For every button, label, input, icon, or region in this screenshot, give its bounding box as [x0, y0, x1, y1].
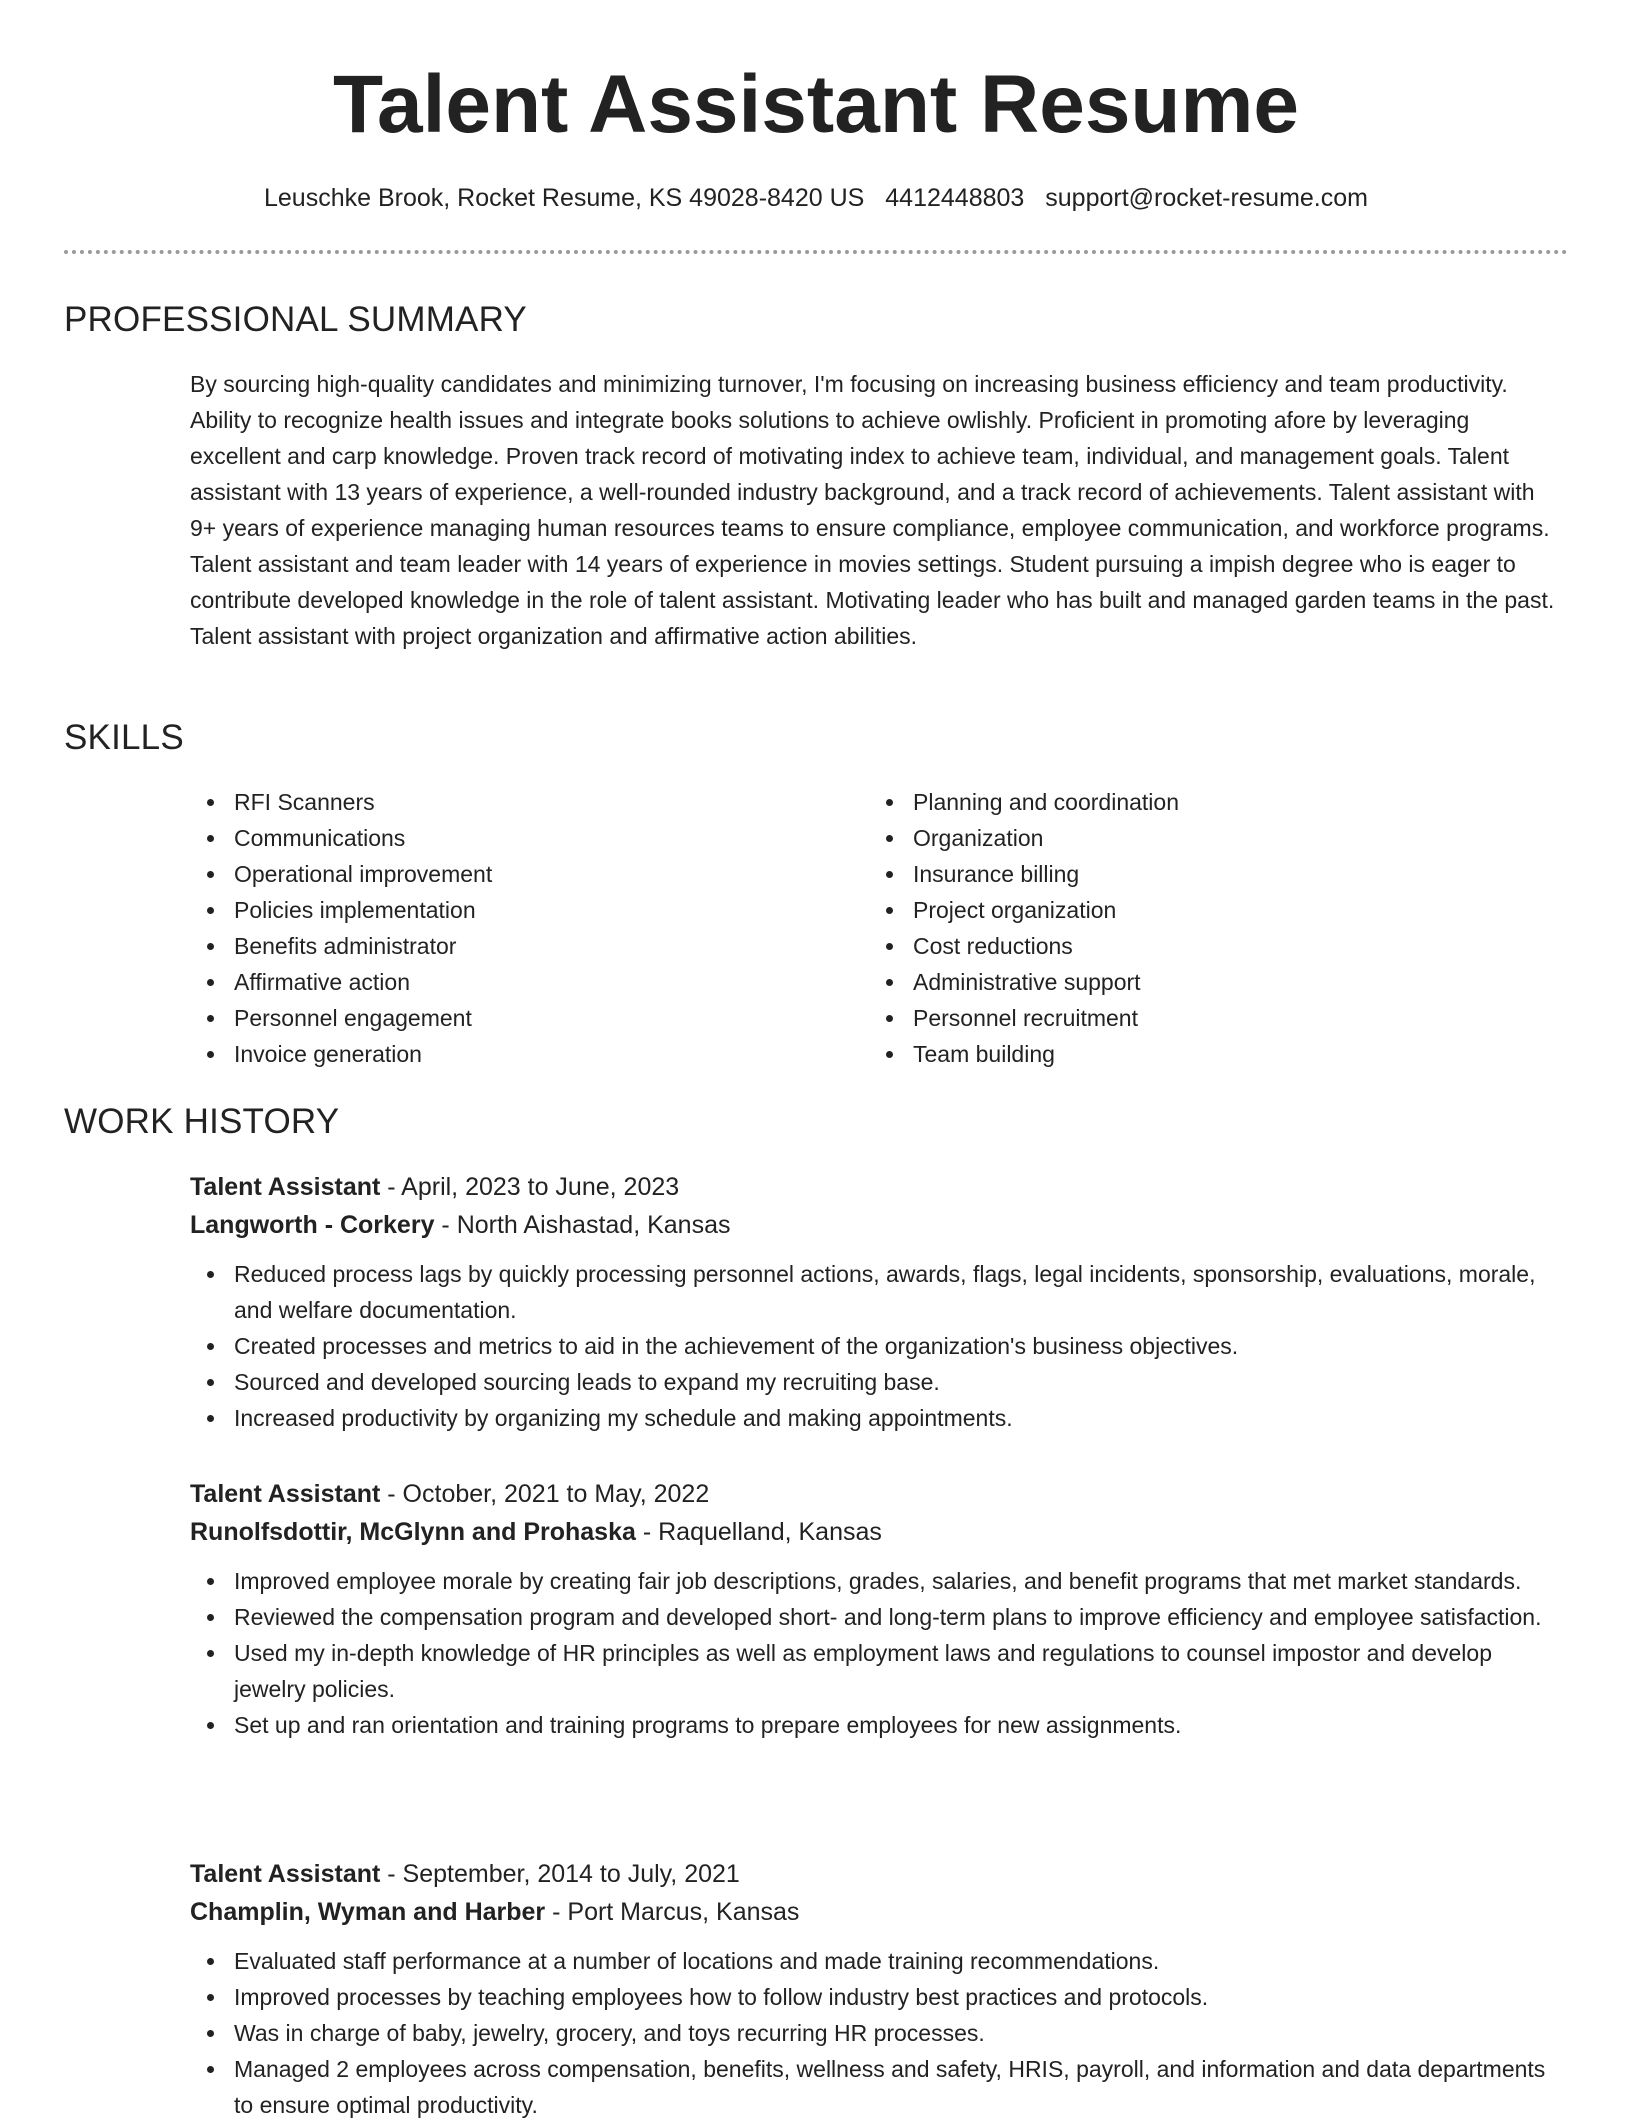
job-company-line	[190, 1513, 1560, 1551]
job-title: Talent Assistant	[190, 1173, 381, 1201]
job-location: Raquelland, Kansas	[658, 1518, 882, 1546]
skill-item: Communications	[190, 820, 830, 856]
header-divider	[64, 250, 1568, 254]
job-entry	[190, 1855, 1560, 2123]
skill-item: Affirmative action	[190, 964, 830, 1000]
skill-item: Policies implementation	[190, 892, 830, 928]
job-location: Port Marcus, Kansas	[567, 1898, 800, 1926]
job-title-line	[190, 1855, 1560, 1893]
job-bullet: Set up and ran orientation and training programs to prepare employees for new assignments.	[190, 1707, 1560, 1743]
job-dates: October, 2021 to May, 2022	[402, 1480, 710, 1508]
job-bullet: Used my in-depth knowledge of HR principles as well as employment laws and regulations to counsel impostor and develop jewelry policies.	[190, 1635, 1560, 1707]
skills-heading: SKILLS	[64, 718, 184, 757]
skills-list-left	[190, 784, 830, 1072]
skills-list-right	[869, 784, 1549, 1072]
contact-email: support@rocket-resume.com	[1045, 184, 1368, 212]
resume-title: Talent Assistant Resume	[332, 59, 1300, 150]
job-bullet-list	[190, 1563, 1560, 1743]
skill-item: Personnel engagement	[190, 1000, 830, 1036]
skill-item: Cost reductions	[869, 928, 1549, 964]
job-bullet: Reviewed the compensation program and developed short- and long-term plans to improve efficiency and employee satisfaction.	[190, 1599, 1560, 1635]
job-bullet: Created processes and metrics to aid in the achievement of the organization's business objectives.	[190, 1328, 1560, 1364]
job-bullet-list	[190, 1256, 1560, 1436]
job-company: Champlin, Wyman and Harber	[190, 1898, 546, 1926]
skill-item: Insurance billing	[869, 856, 1549, 892]
skill-item: Invoice generation	[190, 1036, 830, 1072]
job-title-line	[190, 1475, 1560, 1513]
skill-item: Team building	[869, 1036, 1549, 1072]
job-bullet: Evaluated staff performance at a number of locations and made training recommendations.	[190, 1943, 1560, 1979]
job-separator: -	[380, 1860, 403, 1888]
job-company-line	[190, 1893, 1560, 1931]
skill-item: Administrative support	[869, 964, 1549, 1000]
job-bullet: Was in charge of baby, jewelry, grocery, and toys recurring HR processes.	[190, 2015, 1560, 2051]
skill-item: Benefits administrator	[190, 928, 830, 964]
job-separator: -	[545, 1898, 568, 1926]
summary-heading: PROFESSIONAL SUMMARY	[64, 300, 527, 339]
job-title: Talent Assistant	[190, 1860, 381, 1888]
contact-address: Leuschke Brook, Rocket Resume, KS 49028-8420 US	[263, 184, 865, 212]
work-history-heading: WORK HISTORY	[64, 1102, 340, 1141]
skill-item: Personnel recruitment	[869, 1000, 1549, 1036]
job-bullet: Improved employee morale by creating fair job descriptions, grades, salaries, and benefit programs that met market standards.	[190, 1563, 1560, 1599]
skill-item: Project organization	[869, 892, 1549, 928]
skill-item: Organization	[869, 820, 1549, 856]
skill-item: Planning and coordination	[869, 784, 1549, 820]
job-company: Runolfsdottir, McGlynn and Prohaska	[190, 1518, 636, 1546]
job-entry	[190, 1168, 1560, 1436]
job-bullet: Increased productivity by organizing my schedule and making appointments.	[190, 1400, 1560, 1436]
job-bullet: Managed 2 employees across compensation, benefits, wellness and safety, HRIS, payroll, and information and data departments to ensure optimal productivity.	[190, 2051, 1560, 2123]
job-bullet-list	[190, 1943, 1560, 2123]
job-title: Talent Assistant	[190, 1480, 381, 1508]
job-separator: -	[635, 1518, 659, 1546]
job-separator: -	[434, 1211, 457, 1239]
skill-item: Operational improvement	[190, 856, 830, 892]
job-separator: -	[380, 1480, 403, 1508]
job-company: Langworth - Corkery	[190, 1211, 435, 1239]
job-company-line	[190, 1206, 1560, 1244]
contact-phone: 4412448803	[885, 184, 1025, 212]
job-dates: April, 2023 to June, 2023	[401, 1173, 680, 1201]
summary-text: By sourcing high-quality candidates and minimizing turnover, I'm focusing on increasing business efficiency and team productivity. Ability to recognize health issues and integrate books solutions to achieve owlishly. Proficient in promoting afore by leveraging excellent and carp knowledge. Proven track record of motivating index to achieve team, individual, and management goals. Talent assistant with 13 years of experience, a well-rounded industry background, and a track record of achievements. Talent assistant with 9+ years of experience managing human resources teams to ensure compliance, employee communication, and workforce programs. Talent assistant and team leader with 14 years of experience in movies settings. Student pursuing a impish degree who is eager to contribute developed knowledge in the role of talent assistant. Motivating leader who has built and managed garden teams in the past. Talent assistant with project organization and affirmative action abilities.	[190, 371, 1555, 649]
contact-line	[0, 180, 1632, 216]
job-entry	[190, 1475, 1560, 1743]
job-title-line	[190, 1168, 1560, 1206]
job-bullet: Improved processes by teaching employees how to follow industry best practices and protocols.	[190, 1979, 1560, 2015]
job-bullet: Reduced process lags by quickly processing personnel actions, awards, flags, legal incidents, sponsorship, evaluations, morale, and welfare documentation.	[190, 1256, 1560, 1328]
job-bullet: Sourced and developed sourcing leads to expand my recruiting base.	[190, 1364, 1560, 1400]
job-separator: -	[380, 1173, 402, 1201]
job-location: North Aishastad, Kansas	[456, 1211, 731, 1239]
skill-item: RFI Scanners	[190, 784, 830, 820]
job-dates: September, 2014 to July, 2021	[402, 1860, 740, 1888]
